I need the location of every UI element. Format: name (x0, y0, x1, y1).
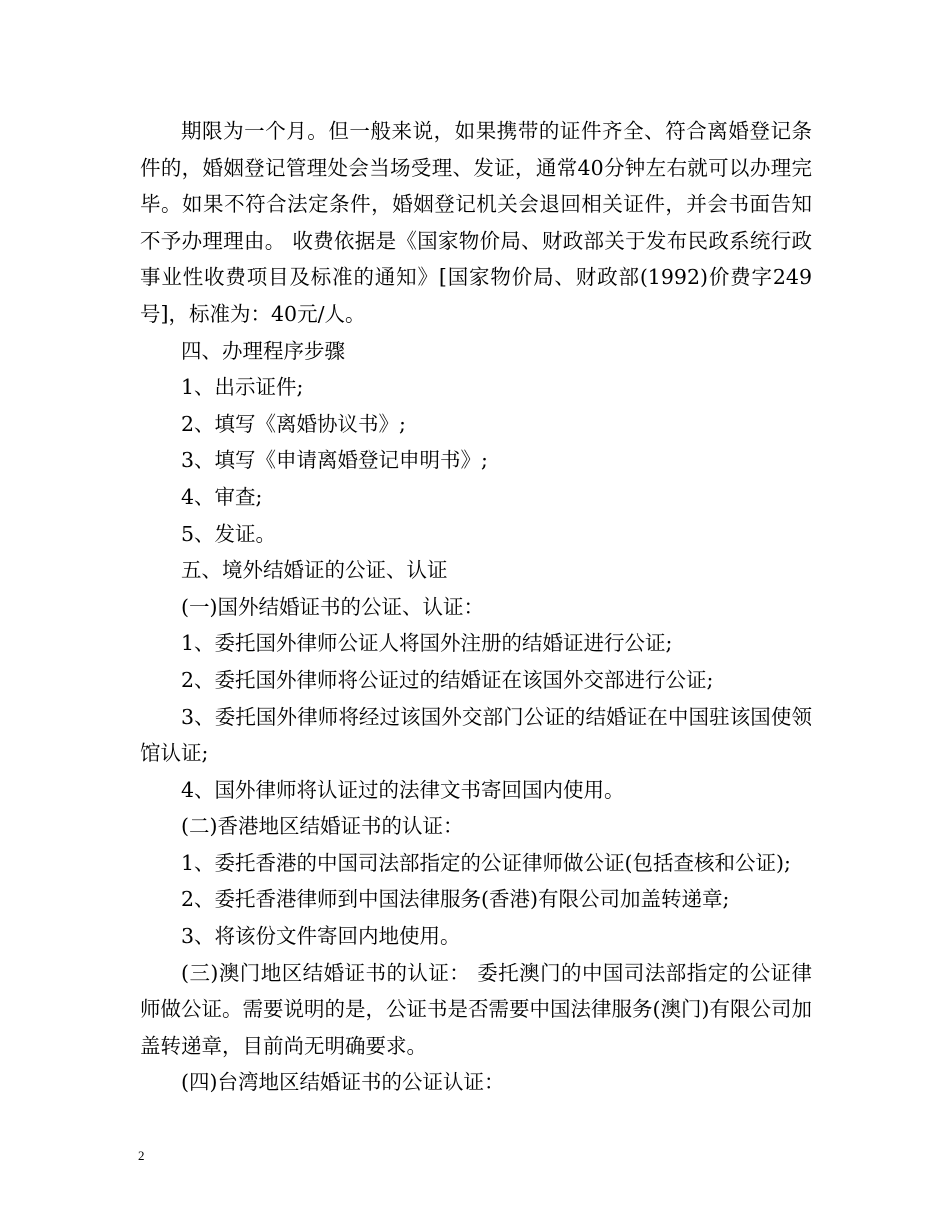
list-item: 2、委托香港律师到中国法律服务(香港)有限公司加盖转递章; (181, 887, 730, 912)
paragraph-processing-time-and-fees: 期限为一个月。但一般来说，如果携带的证件齐全、符合离婚登记条件的，婚姻登记管理处会当场受理、发证，通常40分钟左右就可以办理完毕。如果不符合法定条件，婚姻登记机关会退回相关证件，并会书面告知不予办理理由。 收费依据是《国家物价局、财政部关于发布民政系统行政事业性收费项目及标准的通知》[国家物价局、财政部(1992)价费字249号]，标准为：40元/人。 (140, 119, 812, 326)
list-item: 1、委托国外律师公证人将国外注册的结婚证进行公证; (181, 631, 673, 656)
list-item: 5、发证。 (181, 521, 277, 546)
subheading-taiwan-certificate: (四)台湾地区结婚证书的公证认证： (181, 1070, 505, 1095)
list-item: 2、填写《离婚协议书》; (181, 411, 406, 436)
list-item: 3、填写《申请离婚登记申明书》; (181, 448, 488, 473)
document-body (140, 113, 812, 1101)
list-item: 3、委托国外律师将经过该国外交部门公证的结婚证在中国驻该国使领馆认证; (140, 704, 812, 766)
list-item: 4、国外律师将认证过的法律文书寄回国内使用。 (181, 777, 625, 802)
list-item: 2、委托国外律师将公证过的结婚证在该国外交部进行公证; (181, 667, 714, 692)
paragraph-macau-certificate: (三)澳门地区结婚证书的认证： 委托澳门的中国司法部指定的公证律师做公证。需要说明的是，公证书是否需要中国法律服务(澳门)有限公司加盖转递章，目前尚无明确要求。 (140, 960, 812, 1058)
page-number: 2 (138, 1148, 145, 1163)
list-item: 3、将该份文件寄回内地使用。 (181, 924, 461, 949)
heading-overseas-certificate-notarization: 五、境外结婚证的公证、认证 (181, 558, 448, 583)
subheading-hong-kong-certificate: (二)香港地区结婚证书的认证： (181, 814, 464, 839)
list-item: 1、出示证件; (181, 375, 304, 400)
subheading-foreign-certificate: (一)国外结婚证书的公证、认证： (181, 594, 484, 619)
list-item: 1、委托香港的中国司法部指定的公证律师做公证(包括查核和公证); (181, 850, 791, 875)
list-item: 4、审查; (181, 484, 263, 509)
heading-procedure-steps: 四、办理程序步骤 (181, 338, 345, 363)
